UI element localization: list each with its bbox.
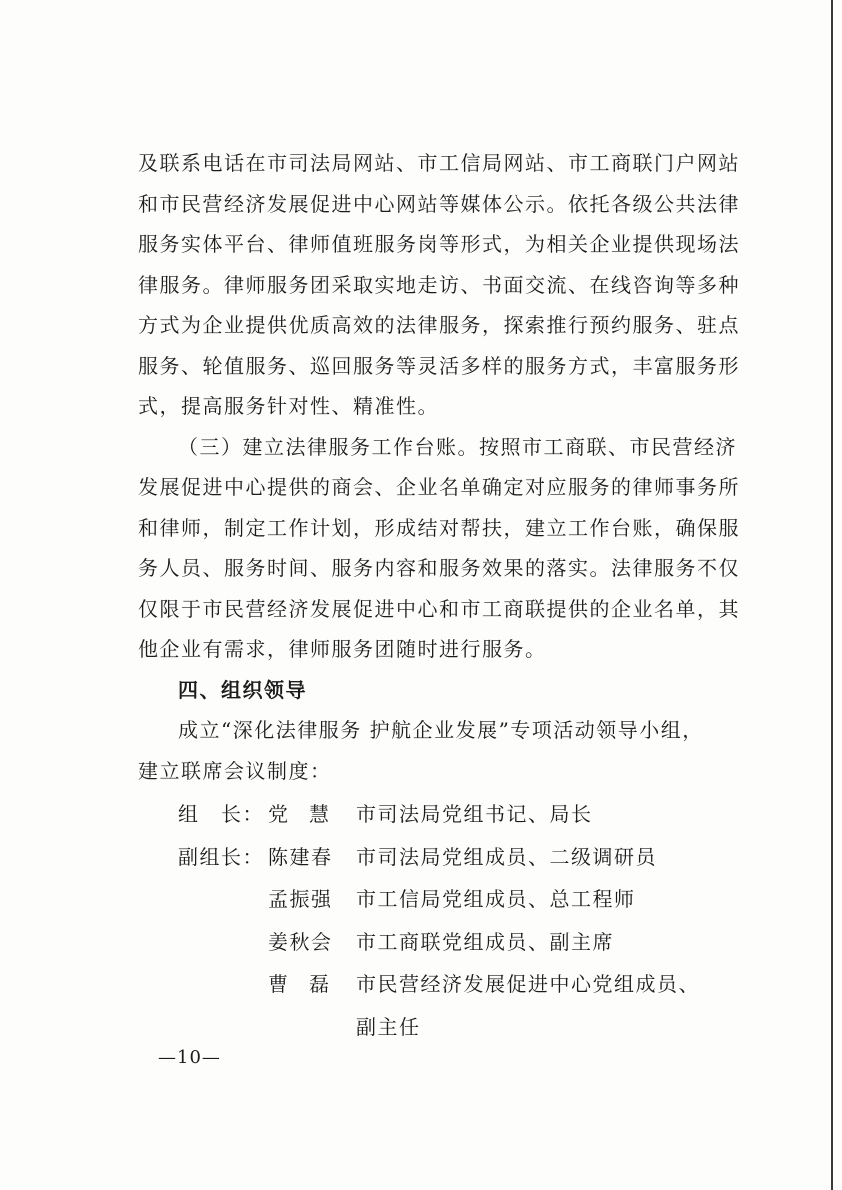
member-name: 陈建春 (268, 844, 333, 869)
scan-edge-line (831, 0, 833, 1190)
member-row (138, 793, 738, 836)
member-title: 市司法局党组成员、二级调研员 (356, 844, 657, 869)
paragraph-line: 式，提高服务针对性、精准性。 (138, 394, 439, 418)
member-name: 孟振强 (268, 887, 333, 911)
paragraph-line: 成立“深化法律服务 护航企业发展”专项活动领导小组， (178, 718, 704, 742)
member-row (138, 921, 738, 964)
paragraph-line: 服务、轮值服务、巡回服务等灵活多样的服务方式，丰富服务形 (138, 353, 740, 378)
body-text (138, 143, 738, 1048)
member-row (138, 878, 738, 921)
member-row (138, 963, 738, 1006)
paragraph-line: 务人员、服务时间、服务内容和服务效果的落实。法律服务不仅 (138, 556, 740, 580)
member-name: 党慧 (268, 802, 350, 826)
paragraph-line: 方式为企业提供优质高效的法律服务，探索推行预约服务、驻点 (138, 313, 740, 337)
page-number: —10— (158, 1047, 221, 1068)
member-role: 副组长： (178, 844, 264, 869)
member-row (138, 836, 738, 879)
paragraph-line: 和市民营经济发展促进中心网站等媒体公示。依托各级公共法律 (138, 191, 740, 216)
member-role: 组 长： (178, 802, 264, 826)
paragraph-line: 和律师，制定工作计划，形成结对帮扶，建立工作台账，确保服 (138, 515, 740, 540)
member-name: 姜秋会 (268, 929, 333, 954)
member-title: 市工商联党组成员、副主席 (356, 929, 614, 954)
member-name: 曹磊 (268, 972, 350, 996)
member-title: 市司法局党组书记、局长 (356, 802, 593, 826)
section-heading: 四、组织领导 (178, 677, 307, 702)
leadership-group-list (138, 793, 738, 1048)
member-title: 副主任 (356, 1014, 421, 1039)
member-row (138, 1006, 738, 1049)
paragraph-line: 仅限于市民营经济发展促进中心和市工商联提供的企业名单，其 (138, 596, 740, 621)
paragraph-line: 建立联席会议制度： (138, 758, 332, 783)
paragraph-line: 及联系电话在市司法局网站、市工信局网站、市工商联门户网站 (138, 151, 740, 175)
paragraph-line: 服务实体平台、律师值班服务岗等形式，为相关企业提供现场法 (138, 232, 740, 256)
paragraph-line: 他企业有需求，律师服务团随时进行服务。 (138, 637, 547, 661)
member-title: 市民营经济发展促进中心党组成员、 (356, 972, 700, 996)
paragraph-line: （三）建立法律服务工作台账。按照市工商联、市民营经济 (178, 434, 737, 459)
member-title: 市工信局党组成员、总工程师 (356, 887, 636, 911)
paragraph-line: 发展促进中心提供的商会、企业名单确定对应服务的律师事务所 (138, 475, 740, 499)
paragraph-line: 律服务。律师服务团采取实地走访、书面交流、在线咨询等多种 (138, 272, 740, 297)
